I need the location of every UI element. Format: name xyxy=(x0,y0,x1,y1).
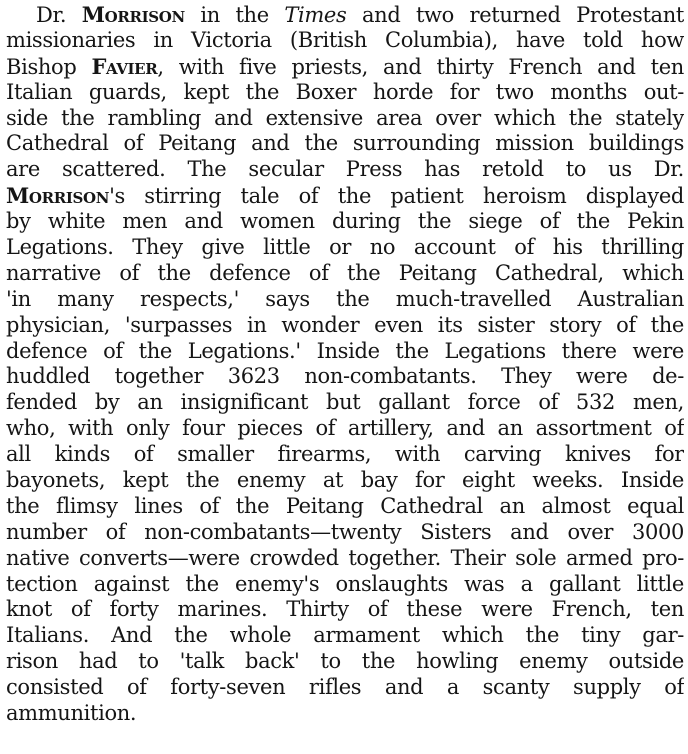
article-line xyxy=(6,2,684,28)
small-caps-name: Favier xyxy=(91,53,158,79)
text-run: rison had to 'talk back' to the howling enemy outside xyxy=(6,649,684,674)
text-run: Legations. They give little or no account of his thrilling xyxy=(6,235,684,260)
text-run: ammunition. xyxy=(6,701,137,726)
text-run: Cathedral of Peitang and the surrounding mission buildings xyxy=(6,131,684,156)
text-run: Bishop xyxy=(6,54,92,79)
article-line xyxy=(6,546,684,572)
text-run: all kinds of smaller firearms, with carving knives for xyxy=(6,442,684,467)
text-run: narrative of the defence of the Peitang Cathedral, which xyxy=(6,260,684,285)
text-run: side the rambling and extensive area over which the stately xyxy=(6,105,684,130)
article-line xyxy=(6,183,684,209)
text-run: and two returned Protestant xyxy=(346,3,684,27)
small-caps-name: Morrison xyxy=(6,183,110,209)
article-line xyxy=(6,28,684,54)
article-line xyxy=(6,675,684,701)
article-line xyxy=(6,131,684,157)
article-line xyxy=(6,597,684,623)
article-line xyxy=(6,157,684,183)
text-run: number of non-combatants—twenty Sisters and over 3000 xyxy=(6,519,684,544)
text-run: Italians. And the whole armament which the tiny gar- xyxy=(6,623,684,648)
text-run: are scattered. The secular Press has retold to us Dr. xyxy=(6,157,684,182)
text-run: bayonets, kept the enemy at bay for eight weeks. Inside xyxy=(6,468,684,493)
text-run: who, with only four pieces of artillery, and an assortment of xyxy=(6,416,684,441)
article-line xyxy=(6,54,684,80)
article-line xyxy=(6,313,684,339)
article-line xyxy=(6,364,684,390)
article-line xyxy=(6,106,684,132)
text-run: fended by an insignificant but gallant force of 532 men, xyxy=(6,390,684,415)
article-line xyxy=(6,261,684,287)
text-run: , with five priests, and thirty French and ten xyxy=(157,54,684,79)
text-run: consisted of forty-seven rifles and a scanty supply of xyxy=(6,675,684,700)
article-line xyxy=(6,572,684,598)
article-line xyxy=(6,623,684,649)
text-run: defence of the Legations.' Inside the Legations there were xyxy=(6,338,684,363)
text-run: huddled together 3623 non-combatants. They were de- xyxy=(6,364,684,389)
text-run: 'in many respects,' says the much-travelled Australian xyxy=(6,286,684,311)
article-line xyxy=(6,649,684,675)
text-run: Dr. xyxy=(36,3,82,27)
text-run: knot of forty marines. Thirty of these were French, ten xyxy=(6,597,684,622)
article-line xyxy=(6,390,684,416)
article-line xyxy=(6,339,684,365)
text-run: missionaries in Victoria (British Columbia), have told how xyxy=(6,27,684,52)
article-line xyxy=(6,520,684,546)
text-run: Italian guards, kept the Boxer horde for two months out- xyxy=(6,79,684,104)
article-line xyxy=(6,209,684,235)
article-line xyxy=(6,416,684,442)
text-run: in the xyxy=(184,3,285,27)
article-line xyxy=(6,287,684,313)
text-run: native converts—were crowded together. Their sole armed pro- xyxy=(6,545,684,570)
article-line xyxy=(6,235,684,261)
text-run: tection against the enemy's onslaughts was a gallant little xyxy=(6,571,684,596)
article-line xyxy=(6,80,684,106)
article-line xyxy=(6,442,684,468)
text-run: by white men and women during the siege of the Pekin xyxy=(6,209,684,234)
small-caps-name: Morrison xyxy=(81,2,185,27)
italic-title: Times xyxy=(284,3,347,27)
text-run: the flimsy lines of the Peitang Cathedral an almost equal xyxy=(6,493,684,518)
text-run: 's stirring tale of the patient heroism displayed xyxy=(109,184,684,209)
text-run: physician, 'surpasses in wonder even its sister story of the xyxy=(6,312,684,337)
article-line xyxy=(6,494,684,520)
article-line xyxy=(6,468,684,494)
article-line xyxy=(6,701,684,727)
